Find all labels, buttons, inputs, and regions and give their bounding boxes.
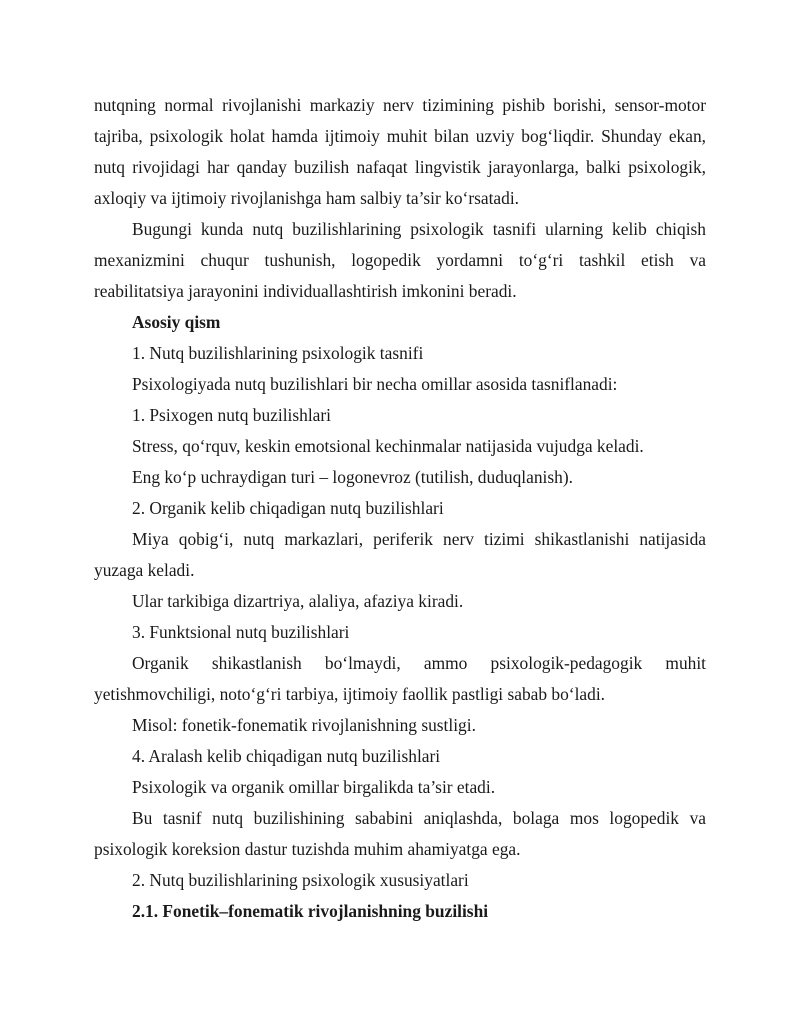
paragraph-classification-importance: Bugungi kunda nutq buzilishlarining psixologik tasnifi ularning kelib chiqish mexanizmini chuqur tushunish, logopedik yordamni to‘g‘ri tashkil etish va reabilitatsiya jarayonini individuallashtirish imkonini beradi.: [94, 219, 706, 301]
list-heading-organic: 2. Organik kelib chiqadigan nutq buzilishlari: [132, 498, 444, 518]
paragraph-classification-intro: Psixologiyada nutq buzilishlari bir necha omillar asosida tasniflanadi:: [132, 374, 618, 394]
paragraph-mixed-cause: Psixologik va organik omillar birgalikda ta’sir etadi.: [132, 777, 496, 797]
paragraph-intro-continuation: nutqning normal rivojlanishi markaziy nerv tizimining pishib borishi, sensor-motor tajriba, psixologik holat hamda ijtimoiy muhit bilan uzviy bog‘liqdir. Shunday ekan, nutq rivojidagi har qanday buzilish nafaqat lingvistik jarayonlarga, balki psixologik, axloqiy va ijtimoiy rivojlanishga ham salbiy ta’sir ko‘rsatadi.: [94, 95, 706, 208]
paragraph-functional-example: Misol: fonetik-fonematik rivojlanishning sustligi.: [132, 715, 476, 735]
paragraph-psychogenic-example: Eng ko‘p uchraydigan turi – logonevroz (tutilish, duduqlanish).: [132, 467, 573, 487]
paragraph-functional-cause: Organik shikastlanish bo‘lmaydi, ammo psixologik-pedagogik muhit yetishmovchiligi, noto‘g‘ri tarbiya, ijtimoiy faollik pastligi sabab bo‘ladi.: [94, 653, 706, 704]
subsection-heading-psychological-classification: 1. Nutq buzilishlarining psixologik tasnifi: [132, 343, 424, 363]
list-heading-psychogenic: 1. Psixogen nutq buzilishlari: [132, 405, 332, 425]
paragraph-classification-summary: Bu tasnif nutq buzilishining sababini aniqlashda, bolaga mos logopedik va psixologik koreksion dastur tuzishda muhim ahamiyatga ega.: [94, 808, 706, 859]
subsection-heading-phonetic-phonemic: 2.1. Fonetik–fonematik rivojlanishning buzilishi: [132, 901, 489, 921]
paragraph-organic-cause: Miya qobig‘i, nutq markazlari, periferik nerv tizimi shikastlanishi natijasida yuzaga keladi.: [94, 529, 706, 580]
list-heading-functional: 3. Funktsional nutq buzilishlari: [132, 622, 350, 642]
paragraph-organic-types: Ular tarkibiga dizartriya, alaliya, afaziya kiradi.: [132, 591, 464, 611]
subsection-heading-psychological-features: 2. Nutq buzilishlarining psixologik xususiyatlari: [132, 870, 469, 890]
section-heading-main-part: Asosiy qism: [132, 312, 221, 332]
document-page: [94, 90, 706, 927]
list-heading-mixed: 4. Aralash kelib chiqadigan nutq buzilishlari: [132, 746, 441, 766]
paragraph-psychogenic-cause: Stress, qo‘rquv, keskin emotsional kechinmalar natijasida vujudga keladi.: [132, 436, 644, 456]
